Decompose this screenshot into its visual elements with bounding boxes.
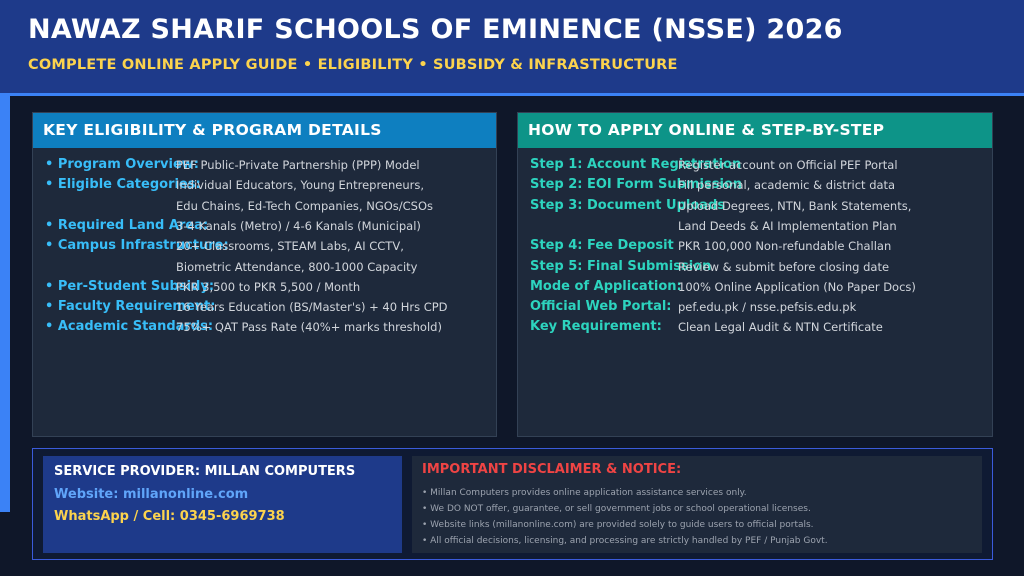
apply-heading: HOW TO APPLY ONLINE & STEP-BY-STEP	[518, 113, 992, 148]
disclaimer-item: • Millan Computers provides online application assistance services only.	[422, 488, 747, 498]
item-value: Clean Legal Audit & NTN Certificate	[678, 320, 883, 335]
side-accent-bar	[0, 96, 10, 512]
item-value: 3-4 Kanals (Metro) / 4-6 Kanals (Municipal)	[176, 218, 421, 233]
provider-phone[interactable]: WhatsApp / Cell: 0345-6969738	[54, 509, 285, 524]
item-value: Upload Degrees, NTN, Bank Statements,	[678, 198, 912, 213]
item-label: • Per-Student Subsidy:	[45, 278, 215, 294]
item-label: Step 3: Document Uploads	[530, 197, 726, 213]
item-value: PEF Public-Private Partnership (PPP) Model	[176, 158, 420, 172]
disclaimer-title: IMPORTANT DISCLAIMER & NOTICE:	[422, 462, 682, 477]
eligibility-heading: KEY ELIGIBILITY & PROGRAM DETAILS	[33, 113, 496, 148]
item-label: Key Requirement:	[530, 319, 662, 335]
item-label: • Academic Standards:	[45, 319, 214, 335]
disclaimer-item: • Website links (millanonline.com) are provided solely to guide users to official portals.	[422, 520, 814, 530]
item-label: Official Web Portal:	[530, 299, 672, 315]
item-value: 20+ Classrooms, STEAM Labs, AI CCTV,	[176, 239, 404, 254]
item-label: • Eligible Categories:	[45, 177, 201, 193]
provider-website[interactable]: Website: millanonline.com	[54, 487, 249, 502]
item-label: • Faculty Requirement:	[45, 299, 216, 315]
eligibility-panel	[32, 112, 497, 437]
item-label: • Program Overview:	[45, 157, 199, 172]
item-value: 100% Online Application (No Paper Docs)	[678, 279, 916, 294]
page-subtitle: COMPLETE ONLINE APPLY GUIDE • ELIGIBILITY • SUBSIDY & INFRASTRUCTURE	[28, 57, 678, 73]
item-label: • Required Land Area:	[45, 217, 209, 233]
item-label: Mode of Application:	[530, 278, 682, 294]
item-value: 16 Years Education (BS/Master's) + 40 Hrs CPD	[176, 300, 448, 315]
item-value: PKR 100,000 Non-refundable Challan	[678, 239, 892, 254]
item-value: Land Deeds & AI Implementation Plan	[678, 218, 897, 233]
item-value: pef.edu.pk / nsse.pefsis.edu.pk	[678, 300, 857, 315]
item-value: Fill personal, academic & district data	[678, 178, 896, 193]
page-title: NAWAZ SHARIF SCHOOLS OF EMINENCE (NSSE) 2026	[28, 14, 843, 45]
item-label: Step 4: Fee Deposit	[530, 238, 674, 254]
item-value: Individual Educators, Young Entrepreneurs,	[176, 178, 425, 193]
item-label: Step 1: Account Registration	[530, 157, 742, 172]
item-value: Edu Chains, Ed-Tech Companies, NGOs/CSOs	[176, 198, 434, 213]
item-value: PKR 3,500 to PKR 5,500 / Month	[176, 279, 361, 294]
disclaimer-box	[412, 456, 982, 553]
item-value: 75%+ QAT Pass Rate (40%+ marks threshold)	[176, 320, 442, 335]
service-provider-box	[43, 456, 402, 553]
footer-section	[32, 448, 993, 560]
item-label: • Campus Infrastructure:	[45, 238, 229, 254]
disclaimer-item: • All official decisions, licensing, and processing are strictly handled by PEF / Punjab Govt.	[422, 536, 828, 546]
item-label: Step 5: Final Submission	[530, 258, 712, 274]
header-banner	[0, 0, 1024, 96]
apply-panel	[517, 112, 993, 437]
disclaimer-item: • We DO NOT offer, guarantee, or sell government jobs or school operational licenses.	[422, 504, 811, 514]
item-value: Register account on Official PEF Portal	[678, 158, 898, 172]
item-label: Step 2: EOI Form Submission	[530, 177, 743, 193]
item-value: Review & submit before closing date	[678, 259, 890, 274]
item-value: Biometric Attendance, 800-1000 Capacity	[176, 259, 418, 274]
provider-title: SERVICE PROVIDER: MILLAN COMPUTERS	[54, 464, 356, 479]
